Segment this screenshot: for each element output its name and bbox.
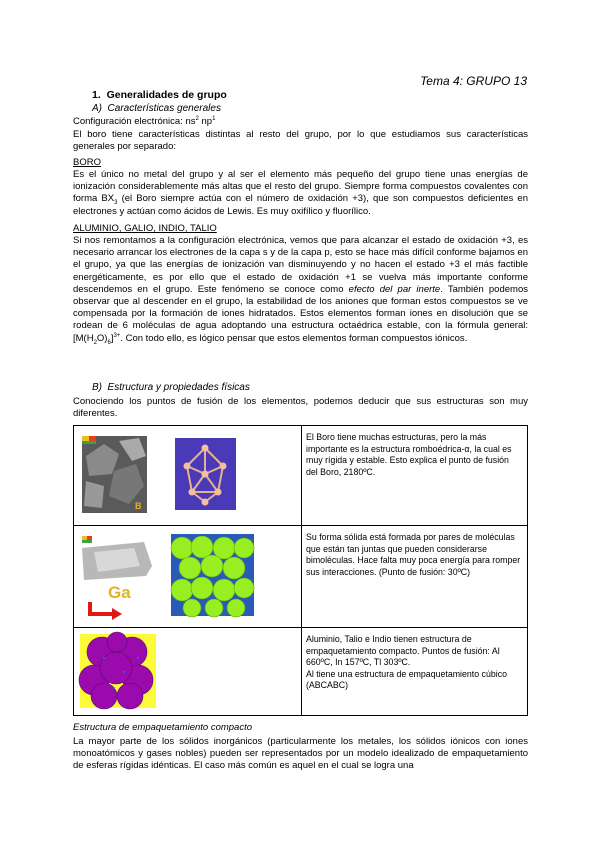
- arrow-icon: [90, 602, 112, 614]
- element-label-ga: Ga: [108, 583, 131, 602]
- boro-paragraph: [73, 169, 528, 218]
- boro-text-2: (el Boro siempre actúa con el número de oxidación +3), que son compuestos deficientes en electrones y actúan como ácidos de Lewis. Es muy oxifílico y fluorílico.: [73, 193, 528, 217]
- galio-image-cell: [74, 526, 302, 628]
- section-title: 1. Generalidades de grupo: [92, 89, 227, 101]
- element-label-b: B: [135, 501, 142, 511]
- al-heading: ALUMINIO, GALIO, INDIO, TALIO: [73, 223, 217, 234]
- table-text: Su forma sólida está formada por pares de moléculas que están tan juntas que pueden considerarse bimoléculas. Hace falta muy poca energía para romper sus interacciones. (Punto de fusión: 30ºC): [302, 526, 528, 628]
- table-row: [74, 426, 528, 526]
- al-italic: efecto del par inerte: [348, 283, 441, 295]
- boro-images: [74, 426, 301, 522]
- config-text: Configuración electrónica: ns: [73, 116, 196, 127]
- compact-paragraph: La mayor parte de los sólidos inorgánicos (particularmente los metales, los sólidos iónicos con iones monoatómicos y gases nobles) pueden ser representados por un modelo idealizado de empaquetamiento de esferas rígidas idénticas. El caso más común es aquel en el cual se logra una: [73, 736, 528, 772]
- table-text: El Boro tiene muchas estructuras, pero la más importante es la estructura romboédrica-α, la cual es muy rígida y estable. Esto explica el punto de fusión del Boro, 2180ºC.: [302, 426, 528, 526]
- config-text-p: np: [198, 116, 213, 127]
- page-header: Tema 4: GRUPO 13: [420, 74, 527, 88]
- table-row: [74, 526, 528, 628]
- compact-image-cell: [74, 628, 302, 716]
- al-sub-1: 2: [93, 339, 97, 346]
- al-text-3: O): [96, 332, 108, 344]
- boro-image-cell: [74, 426, 302, 526]
- config-sup-s: 2: [195, 115, 199, 122]
- structures-table: [73, 425, 528, 716]
- compact-images: [74, 628, 301, 712]
- galio-images: [74, 526, 301, 624]
- table-row: [74, 628, 528, 716]
- compact-heading: Estructura de empaquetamiento compacto: [73, 722, 253, 733]
- intro-paragraph: El boro tiene características distintas al resto del grupo, por lo que estudiamos sus características generales por separado:: [73, 129, 528, 153]
- al-sup: 3+: [113, 332, 121, 339]
- config-line: [73, 116, 528, 128]
- al-text-1: Si nos remontamos a la configuración electrónica, vemos que para alcanzar el estado de oxidación +3, es necesario arrancar los electrones de la capa s y de la capa p, esto se hace más difícil conforme bajamos en el grupo, ya que las energías de ionización van disminuyendo y no hacen el estado +3 el más factible energéticamente, es por ello que el estado de oxidación +1 se vuelva más importante conforme descendemos en el grupo. Este fenómeno se conoce como: [73, 235, 528, 295]
- boro-sub: 3: [114, 200, 118, 207]
- al-sub-2: 6: [107, 339, 111, 346]
- table-text: Aluminio, Talio e Indio tienen estructura de empaquetamiento compacto. Puntos de fusión: Al 660ºC, In 157ºC, Tl 303ºC. Al tiene una estructura de empaquetamiento cúbico (ABCABC): [302, 628, 528, 716]
- al-text-5: . Con todo ello, es lógico pensar que estos elementos forman compuestos iónicos.: [120, 332, 468, 344]
- al-text-2: . También podemos observar que al descender en el grupo, la estabilidad de los aniones que forman estos compuestos se ve compensada por la formación de iones hidratados. Estos elementos forman iones en disolución que se rodean de 6 moléculas de agua adoptando una estructura octaédrica estable, con la fórmula general: [M(H: [73, 283, 528, 344]
- subsection-a-title: A) Características generales: [92, 103, 221, 114]
- al-text-4: ]: [110, 332, 114, 344]
- boro-heading: BORO: [73, 157, 101, 168]
- subsection-b-title: B) Estructura y propiedades físicas: [92, 382, 250, 393]
- al-paragraph: [73, 235, 528, 345]
- config-sup-p: 1: [212, 115, 216, 122]
- introB-paragraph: Conociendo los puntos de fusión de los elementos, podemos deducir que sus estructuras son muy diferentes.: [73, 396, 528, 420]
- boro-text-1: Es el único no metal del grupo y al ser el elemento más pequeño del grupo tiene unas energías de ionización considerablemente más altas que el resto del grupo. Siempre forma compuestos covalentes con forma BX: [73, 169, 528, 205]
